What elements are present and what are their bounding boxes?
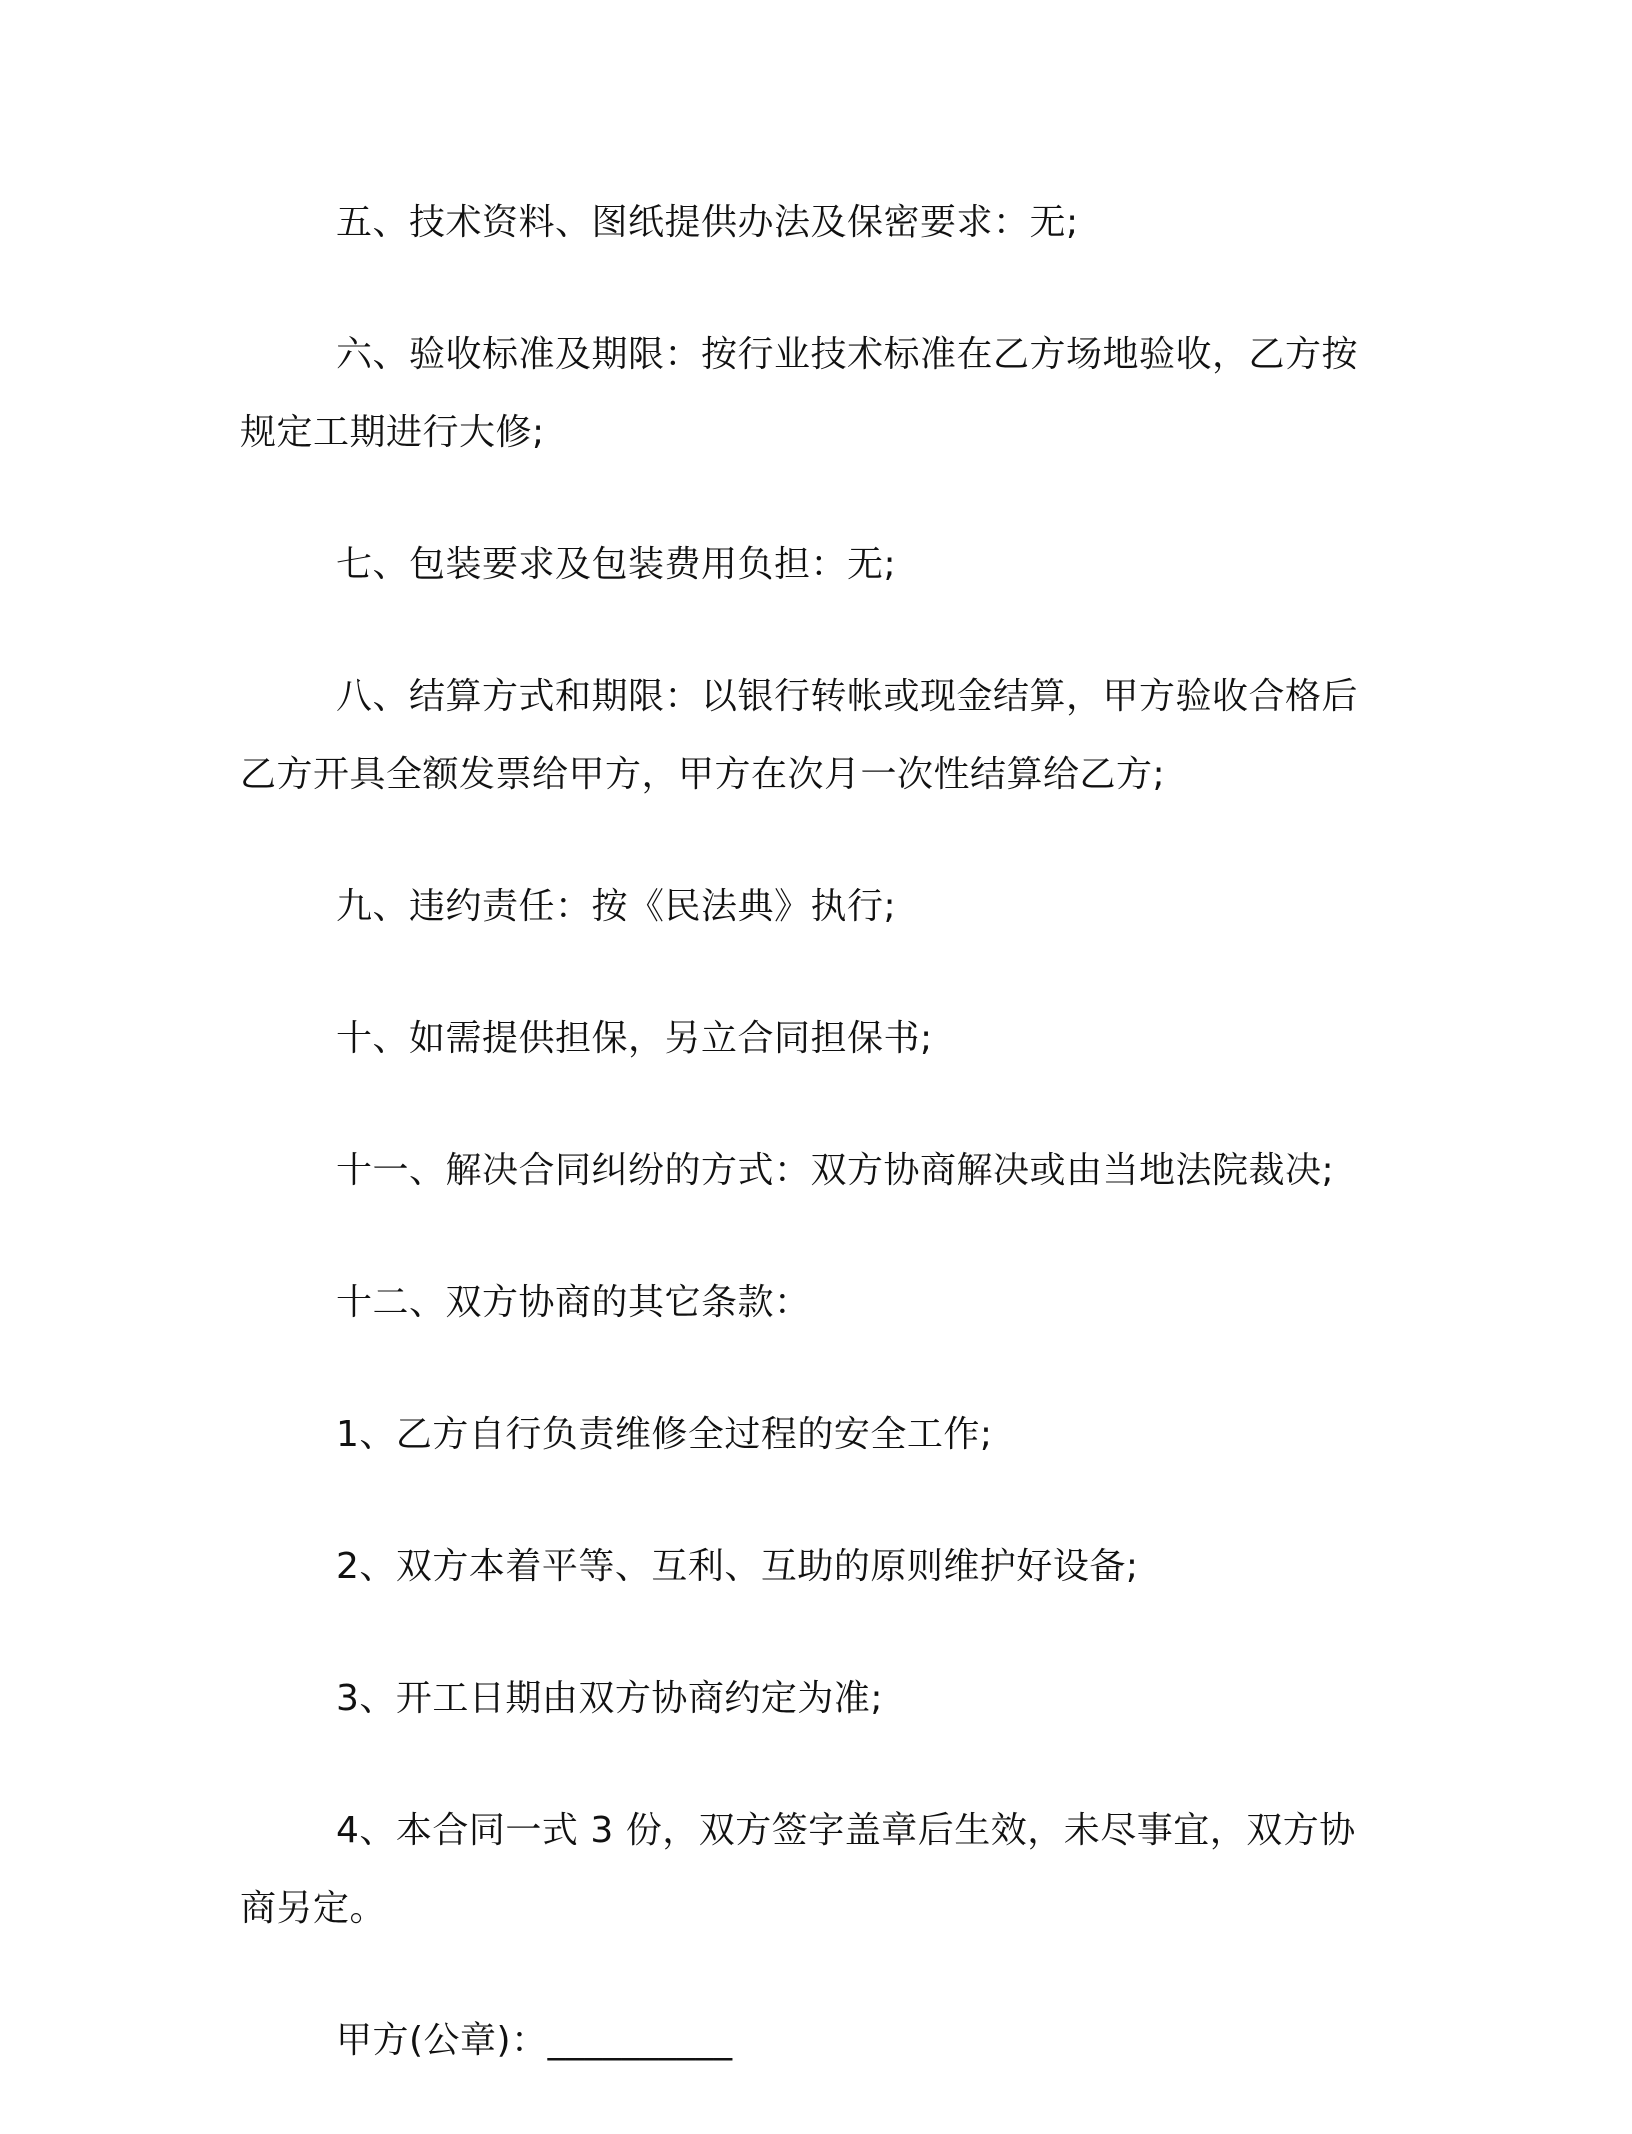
clause-12: 十二、双方协商的其它条款： [336, 1282, 811, 1323]
sub-clause-3: 3、开工日期由双方协商约定为准; [336, 1678, 884, 1719]
sub-clause-4: 4、本合同一式 3 份，双方签字盖章后生效，未尽事宜，双方协商另定。 [240, 1810, 1356, 1929]
sub-clause-1: 1、乙方自行负责维修全过程的安全工作; [336, 1414, 993, 1455]
clause-5: 五、技术资料、图纸提供办法及保密要求：无; [336, 202, 1079, 243]
clause-7: 七、包装要求及包装费用负担：无; [336, 544, 897, 585]
party-a-signature-line: 甲方(公章)：__________ [336, 2020, 733, 2061]
clause-8: 八、结算方式和期限：以银行转帐或现金结算，甲方验收合格后乙方开具全额发票给甲方，甲方在次月一次性结算给乙方; [240, 676, 1359, 795]
clause-6: 六、验收标准及期限：按行业技术标准在乙方场地验收，乙方按规定工期进行大修; [240, 334, 1359, 453]
sub-clause-2: 2、双方本着平等、互利、互助的原则维护好设备; [336, 1546, 1139, 1587]
clause-11: 十一、解决合同纠纷的方式：双方协商解决或由当地法院裁决; [336, 1150, 1335, 1191]
clause-10: 十、如需提供担保，另立合同担保书; [336, 1018, 933, 1059]
document-body [240, 184, 1376, 2134]
clause-9: 九、违约责任：按《民法典》执行; [336, 886, 897, 927]
